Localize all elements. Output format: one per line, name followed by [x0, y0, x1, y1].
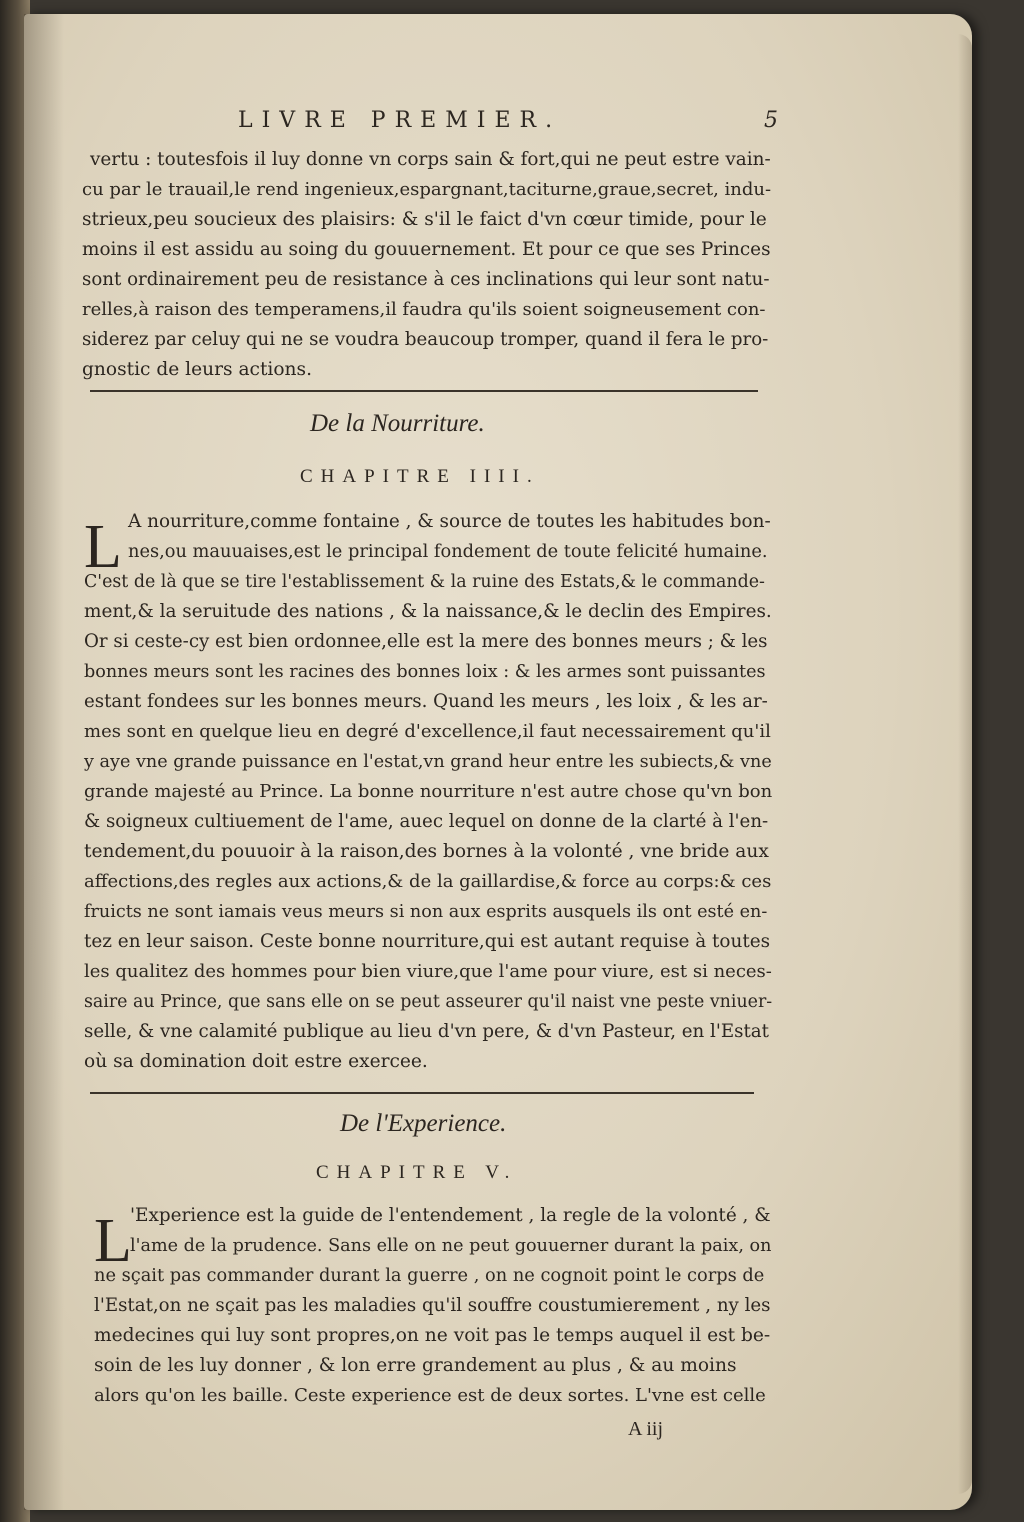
text-line: selle, & vne calamité publique au lieu d'vn pere, & d'vn Pasteur, en l'Estat	[84, 1021, 769, 1042]
drop-cap: L	[84, 513, 122, 581]
text-line: gnostic de leurs actions.	[82, 359, 312, 380]
page-number: 5	[764, 108, 778, 133]
chapter-number: CHAPITRE V.	[316, 1162, 518, 1183]
text-line: ment,& la seruitude des nations , & la naissance,& le declin des Empires.	[84, 601, 772, 622]
text-line: l'ame de la prudence. Sans elle on ne peut gouuerner durant la paix, on	[130, 1236, 772, 1256]
text-line: l'Estat,on ne sçait pas les maladies qu'il souffre coustumierement , ny les	[94, 1295, 771, 1316]
page-edge	[958, 34, 972, 1494]
text-line: estant fondees sur les bonnes meurs. Quand les meurs , les loix , & les ar-	[84, 691, 768, 712]
text-line: A nourriture,comme fontaine , & source de toutes les habitudes bon-	[128, 511, 771, 532]
text-line: tez en leur saison. Ceste bonne nourriture,qui est autant requise à toutes	[84, 931, 771, 952]
text-line: sont ordinairement peu de resistance à ces inclinations qui leur sont natu-	[82, 269, 770, 290]
text-line: 'Experience est la guide de l'entendement , la regle de la volonté , &	[130, 1205, 771, 1226]
text-line: moins il est assidu au soing du gouuernement. Et pour ce que ses Princes	[82, 239, 771, 260]
text-line: alors qu'on les baille. Ceste experience est de deux sortes. L'vne est celle	[94, 1385, 766, 1406]
gutter-shadow	[24, 14, 64, 1510]
text-line: & soigneux cultiuement de l'ame, auec lequel on donne de la clarté à l'en-	[84, 811, 769, 832]
text-line: grande majesté au Prince. La bonne nourriture n'est autre chose qu'vn bon	[84, 781, 773, 802]
text-line: relles,à raison des temperamens,il faudra qu'ils soient soigneusement con-	[82, 299, 766, 320]
text-line: où sa domination doit estre exercee.	[84, 1051, 428, 1072]
chapter-number: CHAPITRE IIII.	[300, 466, 540, 487]
drop-cap: L	[94, 1207, 132, 1275]
text-line: cu par le trauail,le rend ingenieux,espargnant,taciturne,graue,secret, indu-	[82, 179, 772, 200]
text-line: bonnes meurs sont les racines des bonnes loix : & les armes sont puissantes	[84, 662, 766, 682]
text-line: C'est de là que se tire l'establissement & la ruine des Estats,& le commande-	[84, 572, 765, 592]
chapter-title: De l'Experience.	[340, 1110, 507, 1137]
section-divider	[90, 1092, 754, 1094]
text-line: tendement,du pouuoir à la raison,des bornes à la volonté , vne bride aux	[84, 841, 769, 862]
text-line: Or si ceste-cy est bien ordonnee,elle est la mere des bonnes meurs ; & les	[84, 631, 768, 652]
signature-mark: A iij	[628, 1418, 664, 1440]
section-divider	[90, 390, 758, 392]
running-head-title: LIVRE PREMIER.	[238, 108, 562, 133]
text-line: mes sont en quelque lieu en degré d'excellence,il faut necessairement qu'il	[84, 721, 771, 742]
text-line: fruicts ne sont iamais veus meurs si non aux esprits ausquels ils ont esté en-	[84, 902, 768, 922]
text-line: affections,des regles aux actions,& de la gaillardise,& force au corps:& ces	[84, 871, 772, 892]
text-line: nes,ou mauuaises,est le principal fondement de toute felicité humaine.	[128, 541, 768, 562]
text-line: saire au Prince, que sans elle on se peut asseurer qu'il naist vne peste vniuer-	[84, 992, 773, 1012]
text-line: strieux,peu soucieux des plaisirs: & s'il le faict d'vn cœur timide, pour le	[82, 209, 767, 230]
text-line: soin de les luy donner , & lon erre grandement au plus , & au moins	[94, 1355, 737, 1376]
text-line: medecines qui luy sont propres,on ne voit pas le temps auquel il est be-	[94, 1325, 771, 1346]
text-line: siderez par celuy qui ne se voudra beaucoup tromper, quand il fera le pro-	[82, 329, 769, 350]
text-line: les qualitez des hommes pour bien viure,que l'ame pour viure, est si neces-	[84, 961, 772, 982]
chapter-title: De la Nourriture.	[310, 410, 485, 437]
text-line: y aye vne grande puissance en l'estat,vn grand heur entre les subiects,& vne	[84, 752, 772, 772]
text-line: vertu : toutesfois il luy donne vn corps sain & fort,qui ne peut estre vain-	[90, 149, 771, 170]
text-line: ne sçait pas commander durant la guerre , on ne cognoit point le corps de	[94, 1265, 765, 1286]
running-head	[238, 108, 778, 138]
